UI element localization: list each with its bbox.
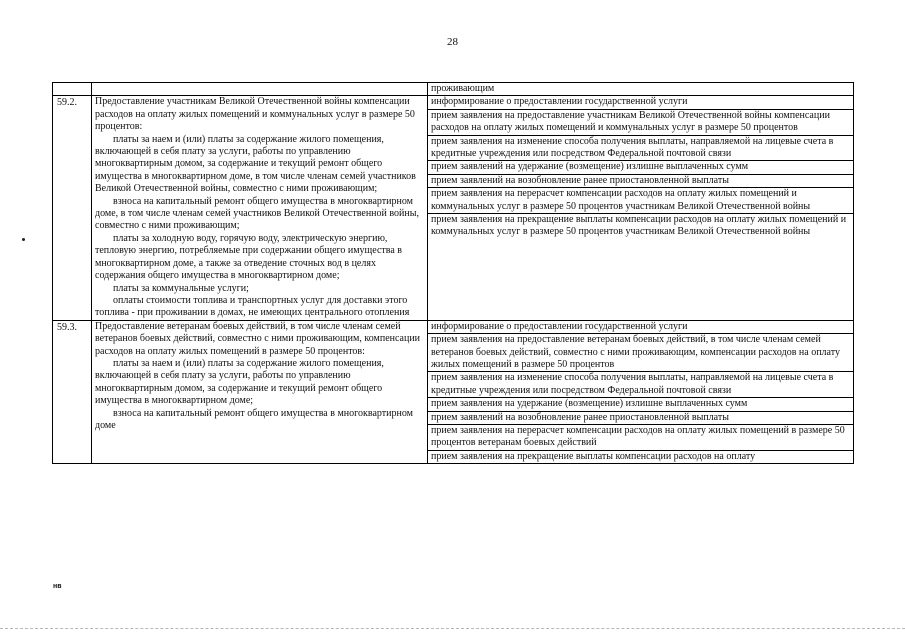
row-description-cell (92, 321, 428, 463)
row-actions-cell (428, 83, 853, 95)
table-row-continuation (53, 83, 853, 96)
action-item: прием заявления на изменение способа получения выплаты, направляемой на лицевые счета в кредитные учреждения или посредством Федеральной почтовой связи (428, 372, 853, 398)
row-description-cell (92, 83, 428, 95)
row-number-cell: 59.3. (53, 321, 92, 463)
description-item: оплаты стоимости топлива и транспортных услуг для доставки этого топлива - при проживании в домах, не имеющих центрального отопления (95, 294, 410, 319)
services-table (52, 82, 854, 464)
action-item: прием заявлений на возобновление ранее приостановленной выплаты (428, 175, 853, 188)
action-item: прием заявления на прекращение выплаты компенсации расходов на оплату жилых помещений и коммунальных услуг в размере 50 процентов участникам Великой Отечественной войны (431, 214, 847, 238)
action-item: прием заявления на удержание (возмещение) излишне выплаченных сумм (428, 398, 853, 411)
action-item: прием заявления на перерасчет компенсации расходов на оплату жилых помещений и коммунальных услуг в размере 50 процентов участникам Великой Отечественной войны (428, 188, 853, 214)
scan-dot (22, 238, 25, 241)
description-item: платы за наем и (или) платы за содержание жилого помещения, включающей в себя плату за услуги, работы по управлению многоквартирным домом, за содержание и текущий ремонт общего имущества в многоквартирном доме, в том числе членам семей участников Великой Отечественной войны, совместно с ними проживающим; (95, 133, 416, 195)
row-number-cell (53, 83, 92, 95)
description-item: платы за наем и (или) платы за содержание жилого помещения, включающей в себя плату за услуги, работы по управлению многоквартирным домом, за содержание и текущий ремонт общего имущества в многоквартирном доме; (95, 357, 384, 407)
action-item: проживающим (431, 83, 495, 94)
action-item: прием заявления на предоставление ветеранам боевых действий, в том числе членам семей ветеранов боевых действий, совместно с ними проживающим, компенсации расходов на оплату жилых помещений в размере 50 процентов (428, 334, 853, 372)
description-intro: Предоставление участникам Великой Отечественной войны компенсации расходов на оплату жилых помещений и коммунальных услуг в размере 50 процентов: (95, 96, 415, 133)
action-item: прием заявления на перерасчет компенсации расходов на оплату жилых помещений в размере 50 процентов ветеранам боевых действий (428, 425, 853, 451)
description-item: платы за коммунальные услуги; (113, 282, 249, 294)
action-item: прием заявлений на возобновление ранее приостановленной выплаты (428, 412, 853, 425)
description-item: платы за холодную воду, горячую воду, электрическую энергию, тепловую энергию, потребляемые при содержании общего имущества в многоквартирном доме, а также за отведение сточных вод в целях содержания общего имущества в многоквартирном доме; (95, 232, 402, 282)
action-item: информирование о предоставлении государственной услуги (428, 96, 853, 109)
description-item: взноса на капитальный ремонт общего имущества в многоквартирном доме (95, 407, 413, 431)
action-item: информирование о предоставлении государственной услуги (428, 321, 853, 334)
footer-initials: нв (53, 583, 62, 590)
table-row-59-3 (53, 321, 853, 463)
row-description-cell (92, 96, 428, 319)
action-item: прием заявления на предоставление участникам Великой Отечественной войны компенсации расходов на оплату жилых помещений и коммунальных услуг в размере 50 процентов (428, 110, 853, 136)
row-number-cell: 59.2. (53, 96, 92, 319)
action-item: прием заявления на изменение способа получения выплаты, направляемой на лицевые счета в кредитные учреждения или посредством Федеральной почтовой связи (428, 136, 853, 162)
description-item: взноса на капитальный ремонт общего имущества в многоквартирном доме, в том числе членам семей участников Великой Отечественной войны, совместно с ними проживающим; (95, 195, 419, 232)
row-actions-cell (428, 96, 853, 319)
description-intro: Предоставление ветеранам боевых действий, в том числе членам семей ветеранов боевых действий, совместно с ними проживающим, компенсации расходов на оплату жилых помещений в размере 50 процентов: (95, 320, 421, 357)
row-actions-cell (428, 321, 853, 463)
table-row-59-2 (53, 96, 853, 320)
scan-edge-line (0, 628, 905, 633)
page-number: 28 (447, 36, 458, 48)
action-item: прием заявлений на удержание (возмещение) излишне выплаченных сумм (428, 161, 853, 174)
action-item: прием заявления на прекращение выплаты компенсации расходов на оплату (431, 450, 756, 462)
